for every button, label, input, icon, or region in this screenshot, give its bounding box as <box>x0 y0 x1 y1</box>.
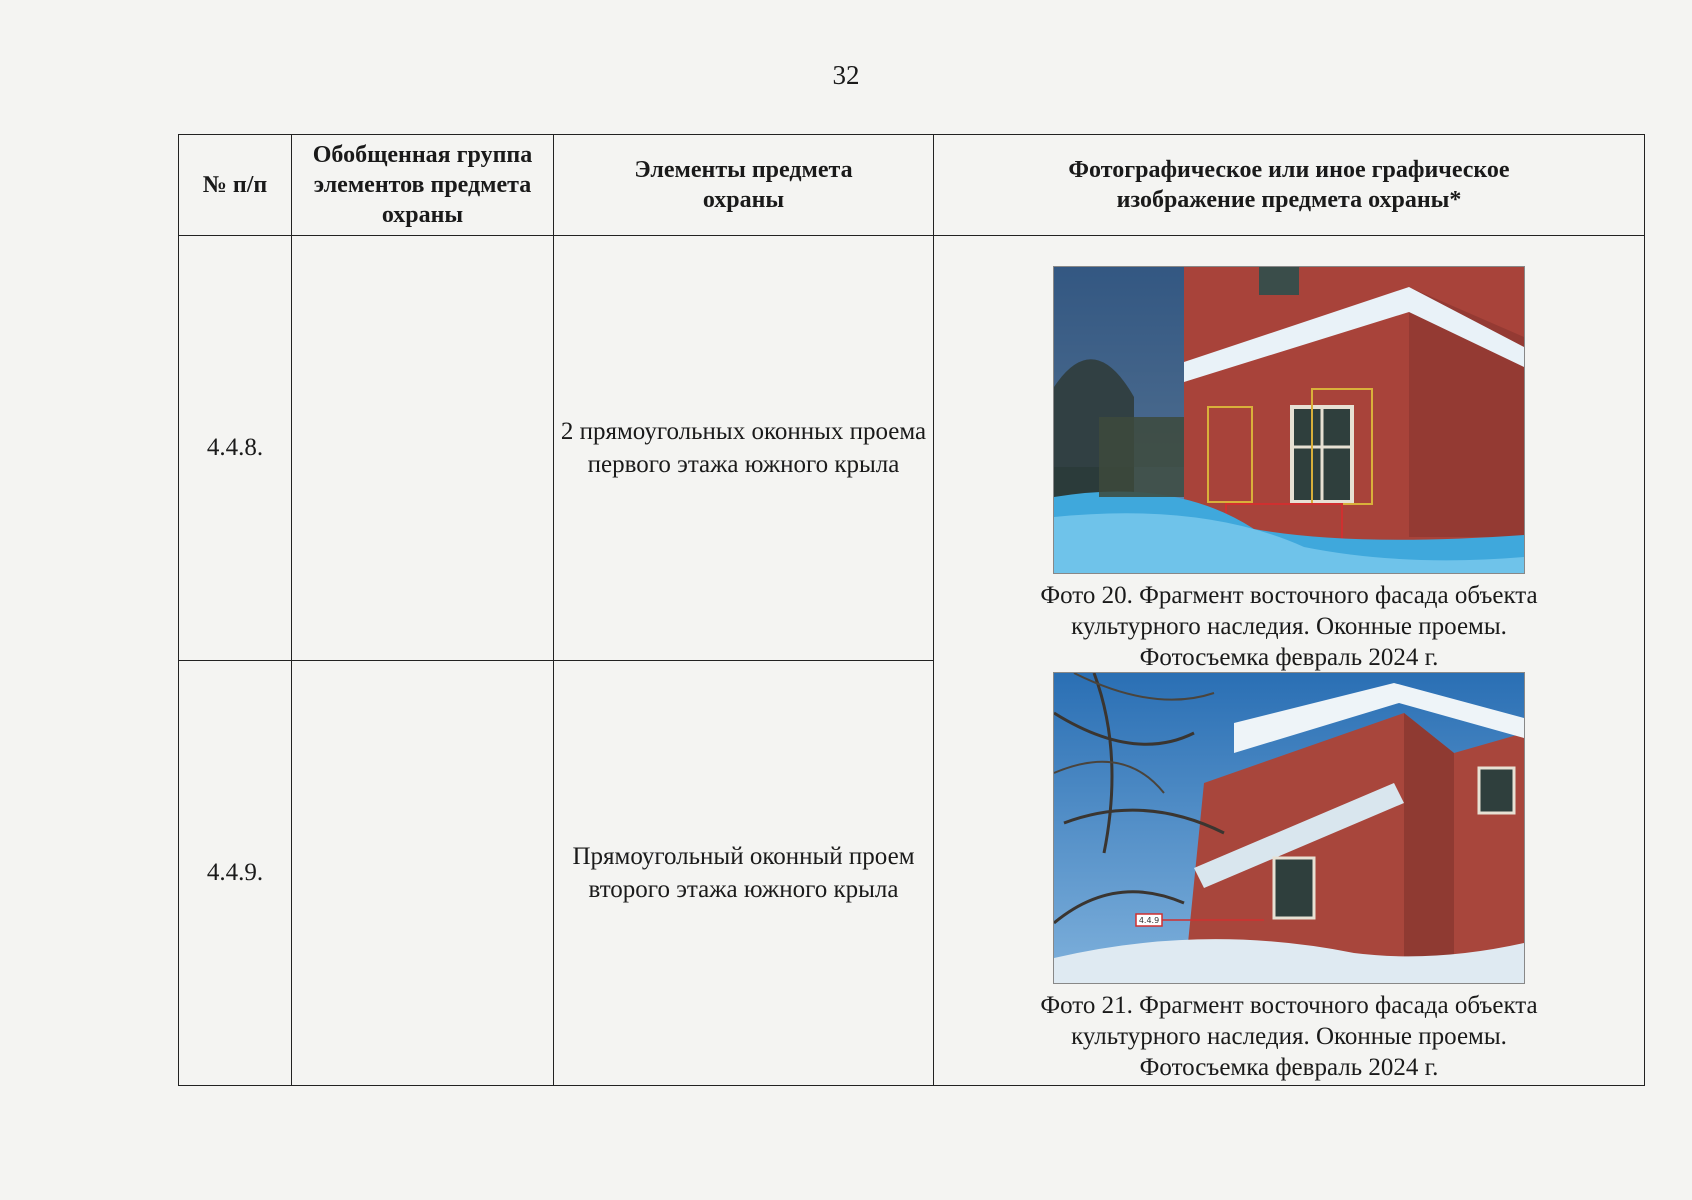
caption-line: культурного наследия. Оконные проемы. <box>1071 613 1507 640</box>
row-num: 4.4.8. <box>179 236 292 661</box>
photo-marker-label: 4.4.9 <box>1138 916 1160 925</box>
facade-photo-20 <box>1053 266 1525 574</box>
photo-block <box>934 672 1644 1083</box>
photo-cell <box>934 236 1645 1086</box>
page-number: 32 <box>832 60 860 90</box>
table-header-row <box>179 135 1645 236</box>
caption-line: Фотосъемка февраль 2024 г. <box>1139 644 1439 671</box>
header-photo: Фотографическое или иное графическое изображение предмета охраны* <box>934 135 1645 236</box>
photo-caption <box>934 580 1644 673</box>
row-group <box>292 236 554 661</box>
protection-table <box>178 134 1645 1086</box>
caption-line: Фото 21. Фрагмент восточного фасада объекта <box>1040 992 1538 1019</box>
row-elements: 2 прямоугольных оконных проема первого этажа южного крыла <box>554 236 934 661</box>
facade-photo-21 <box>1053 672 1525 984</box>
row-group <box>292 661 554 1086</box>
caption-line: Фотосъемка февраль 2024 г. <box>1139 1054 1439 1081</box>
header-elements: Элементы предмета охраны <box>554 135 934 236</box>
photo-block <box>934 266 1644 673</box>
header-num: № п/п <box>179 135 292 236</box>
caption-line: Фото 20. Фрагмент восточного фасада объекта <box>1040 582 1538 609</box>
row-elements: Прямоугольный оконный проем второго этажа южного крыла <box>554 661 934 1086</box>
header-group: Обобщенная группа элементов предмета охраны <box>292 135 554 236</box>
table-row <box>179 236 1645 661</box>
caption-line: культурного наследия. Оконные проемы. <box>1071 1023 1507 1050</box>
row-num: 4.4.9. <box>179 661 292 1086</box>
photo-caption <box>934 990 1644 1083</box>
